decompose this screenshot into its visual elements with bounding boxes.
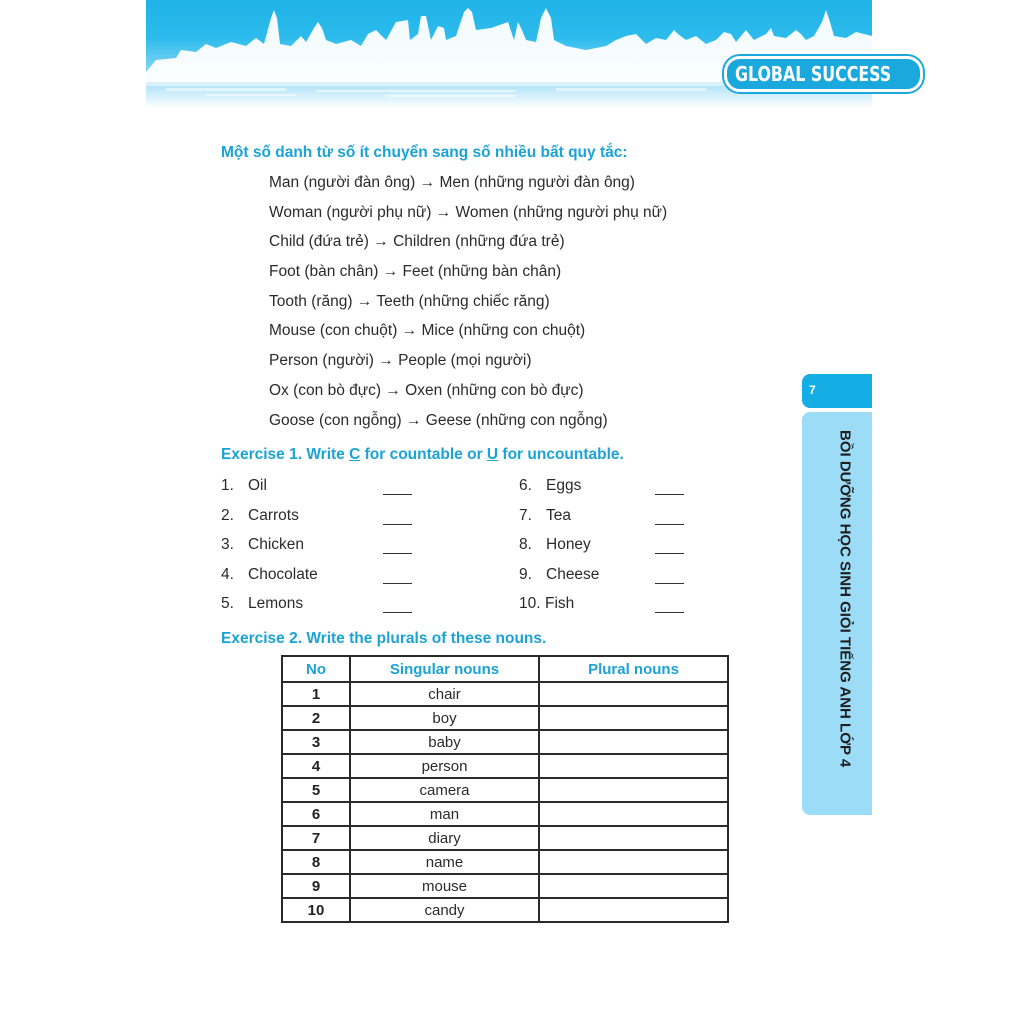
book-title-tab bbox=[802, 412, 872, 815]
table-row bbox=[282, 682, 728, 706]
list-item: Goose (con ngỗng) → Geese (những con ngỗng) bbox=[269, 411, 608, 429]
table-header-row bbox=[282, 656, 728, 682]
row-number: 9 bbox=[282, 874, 350, 898]
global-success-logo bbox=[724, 56, 923, 92]
uncountable-letter: U bbox=[486, 446, 499, 463]
item-word: Fish bbox=[545, 595, 575, 613]
item-word: Cheese bbox=[546, 565, 600, 583]
plural-answer-cell[interactable] bbox=[539, 802, 728, 826]
irregular-plurals-list bbox=[269, 170, 667, 437]
row-number: 3 bbox=[282, 730, 350, 754]
table-row bbox=[282, 778, 728, 802]
singular-noun: diary bbox=[350, 826, 539, 850]
table-row bbox=[282, 802, 728, 826]
column-header-plural: Plural nouns bbox=[539, 656, 728, 682]
list-item: Man (người đàn ông) → Men (những người đàn ông) bbox=[269, 174, 635, 191]
item-word: Chicken bbox=[248, 536, 304, 554]
singular-noun: camera bbox=[350, 778, 539, 802]
answer-blank[interactable] bbox=[383, 524, 412, 525]
item-word: Honey bbox=[546, 536, 591, 554]
list-item: Ox (con bò đực) → Oxen (những con bò đực) bbox=[269, 381, 584, 399]
item-number: 3. bbox=[221, 536, 234, 554]
exercise1-heading-suffix: for uncountable. bbox=[498, 446, 624, 463]
plural-answer-cell[interactable] bbox=[539, 706, 728, 730]
logo-text: GLOBAL SUCCESS bbox=[735, 62, 892, 86]
answer-blank[interactable] bbox=[655, 524, 684, 525]
page-number-tab bbox=[802, 374, 872, 408]
row-number: 2 bbox=[282, 706, 350, 730]
plural-answer-cell[interactable] bbox=[539, 826, 728, 850]
table-row bbox=[282, 730, 728, 754]
irregular-plurals-heading: Một số danh từ số ít chuyển sang số nhiều bất quy tắc: bbox=[221, 144, 628, 161]
list-item: Foot (bàn chân) → Feet (những bàn chân) bbox=[269, 263, 562, 281]
plurals-table bbox=[281, 655, 729, 923]
exercise1-heading bbox=[221, 446, 624, 464]
singular-noun: candy bbox=[350, 898, 539, 922]
item-word: Eggs bbox=[546, 477, 582, 494]
item-word: Oil bbox=[248, 477, 267, 494]
answer-blank[interactable] bbox=[655, 553, 684, 554]
list-item: Child (đứa trẻ) → Children (những đứa trẻ) bbox=[269, 233, 565, 251]
book-title: BỒI DƯỠNG HỌC SINH GIỎI TIẾNG ANH LỚP 4 bbox=[836, 430, 854, 768]
singular-noun: boy bbox=[350, 706, 539, 730]
singular-noun: baby bbox=[350, 730, 539, 754]
answer-blank[interactable] bbox=[383, 553, 412, 554]
item-number: 7. bbox=[519, 506, 532, 524]
table-row bbox=[282, 850, 728, 874]
row-number: 10 bbox=[282, 898, 350, 922]
header-banner bbox=[146, 0, 892, 108]
item-number: 8. bbox=[519, 536, 532, 554]
item-number: 10. bbox=[519, 595, 541, 613]
list-item: Tooth (răng) → Teeth (những chiếc răng) bbox=[269, 292, 550, 310]
item-word: Chocolate bbox=[248, 565, 318, 583]
answer-blank[interactable] bbox=[655, 494, 684, 495]
plural-answer-cell[interactable] bbox=[539, 730, 728, 754]
singular-noun: man bbox=[350, 802, 539, 826]
row-number: 8 bbox=[282, 850, 350, 874]
answer-blank[interactable] bbox=[383, 494, 412, 495]
answer-blank[interactable] bbox=[383, 612, 412, 613]
item-word: Tea bbox=[546, 506, 571, 524]
exercise1-heading-prefix: Exercise 1. Write bbox=[221, 446, 350, 463]
singular-noun: person bbox=[350, 754, 539, 778]
exercise2-heading: Exercise 2. Write the plurals of these nouns. bbox=[221, 630, 547, 647]
plural-answer-cell[interactable] bbox=[539, 850, 728, 874]
list-item: Person (người) → People (mọi người) bbox=[269, 352, 532, 370]
item-number: 9. bbox=[519, 565, 532, 583]
item-number: 5. bbox=[221, 595, 234, 613]
table-row bbox=[282, 826, 728, 850]
answer-blank[interactable] bbox=[383, 583, 412, 584]
list-item: Mouse (con chuột) → Mice (những con chuột) bbox=[269, 322, 586, 340]
item-word: Lemons bbox=[248, 595, 304, 613]
item-number: 4. bbox=[221, 565, 234, 583]
item-number: 1. bbox=[221, 477, 234, 494]
table-row bbox=[282, 898, 728, 922]
row-number: 1 bbox=[282, 682, 350, 706]
column-header-singular: Singular nouns bbox=[350, 656, 539, 682]
row-number: 6 bbox=[282, 802, 350, 826]
singular-noun: chair bbox=[350, 682, 539, 706]
row-number: 4 bbox=[282, 754, 350, 778]
plural-answer-cell[interactable] bbox=[539, 682, 728, 706]
page-number: 7 bbox=[809, 383, 816, 397]
table-row bbox=[282, 754, 728, 778]
exercise1-heading-middle: for countable or bbox=[360, 446, 487, 463]
plural-answer-cell[interactable] bbox=[539, 874, 728, 898]
plural-answer-cell[interactable] bbox=[539, 754, 728, 778]
row-number: 7 bbox=[282, 826, 350, 850]
table-row bbox=[282, 874, 728, 898]
singular-noun: name bbox=[350, 850, 539, 874]
item-number: 2. bbox=[221, 506, 234, 524]
row-number: 5 bbox=[282, 778, 350, 802]
item-word: Carrots bbox=[248, 506, 299, 524]
countable-letter: C bbox=[349, 446, 361, 463]
answer-blank[interactable] bbox=[655, 583, 684, 584]
column-header-no: No bbox=[282, 656, 350, 682]
singular-noun: mouse bbox=[350, 874, 539, 898]
item-number: 6. bbox=[519, 477, 532, 494]
list-item: Woman (người phụ nữ) → Women (những người phụ nữ) bbox=[269, 203, 668, 221]
plural-answer-cell[interactable] bbox=[539, 898, 728, 922]
plural-answer-cell[interactable] bbox=[539, 778, 728, 802]
table-row bbox=[282, 706, 728, 730]
answer-blank[interactable] bbox=[655, 612, 684, 613]
